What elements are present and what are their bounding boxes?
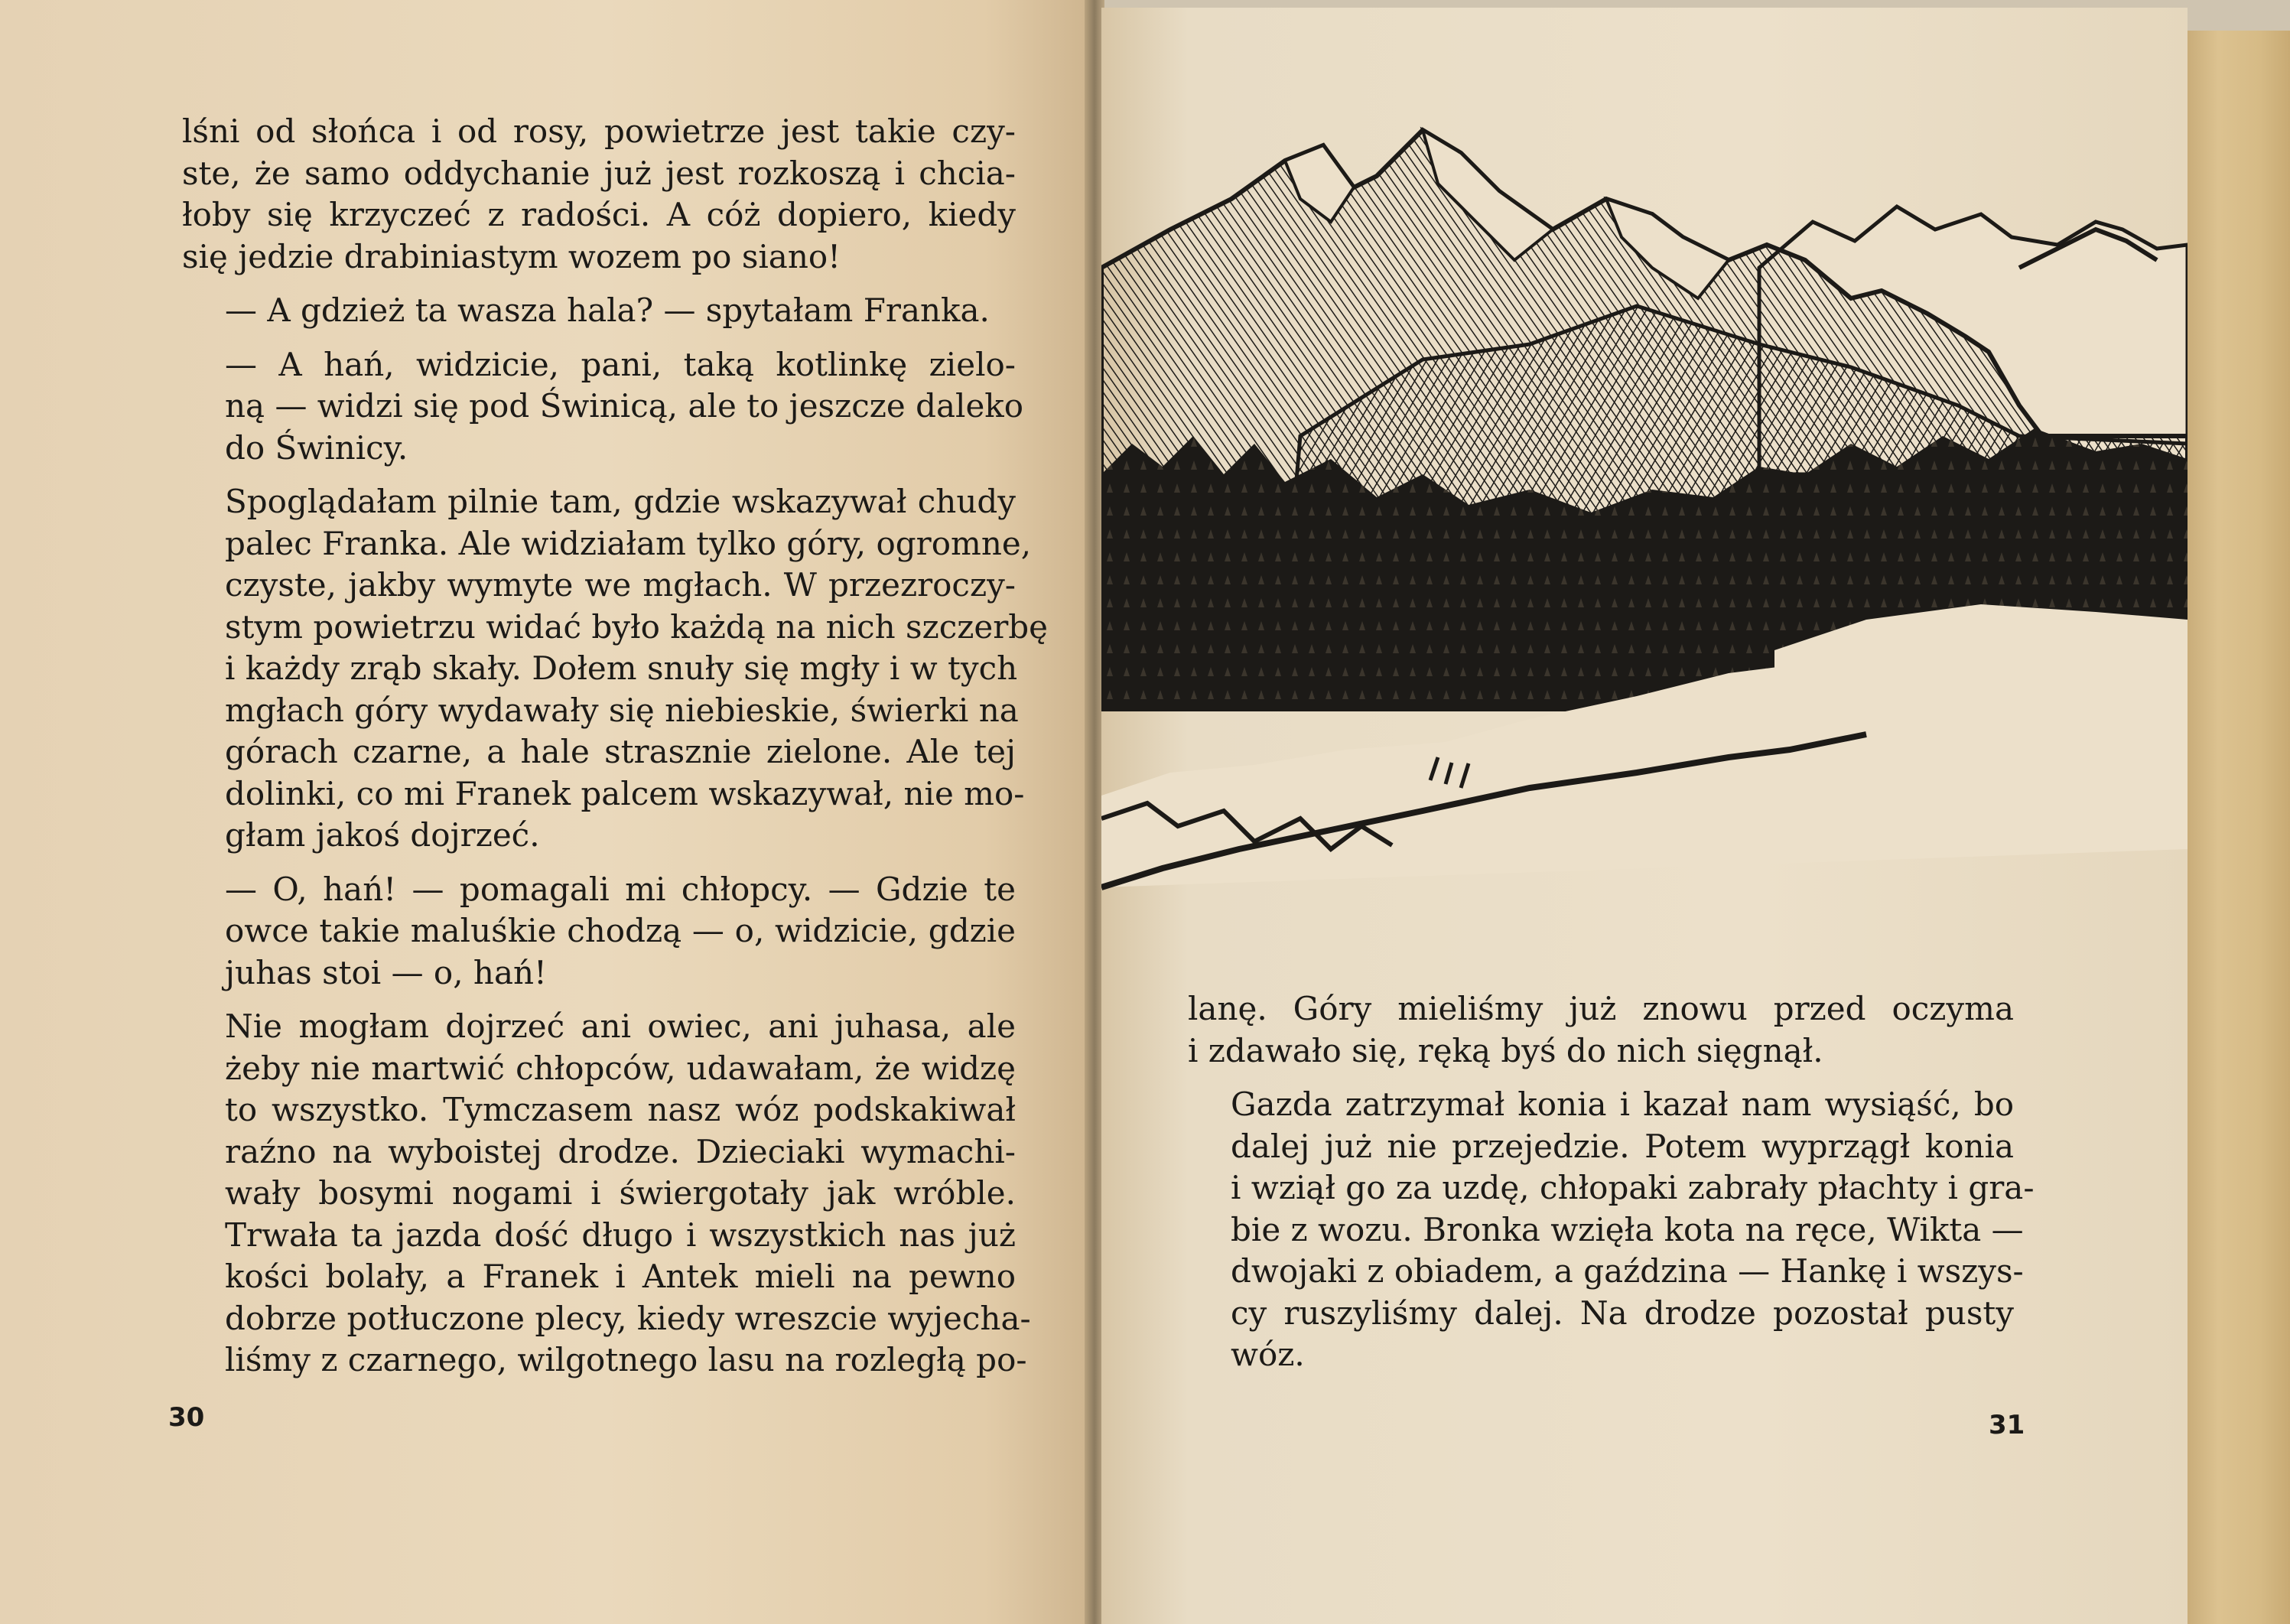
paragraph	[182, 869, 1016, 994]
paragraph	[182, 1006, 1031, 1382]
text-line: — A gdzież ta wasza hala? — spytałam Franka.	[225, 291, 990, 329]
right-page-text	[1188, 988, 2035, 1388]
text-line: Trwała ta jazda dość długo i wszystkich nas już	[225, 1216, 1016, 1254]
page-number-left: 30	[168, 1402, 205, 1433]
text-line: i każdy zrąb skały. Dołem snuły się mgły i w tych	[225, 649, 1018, 687]
text-line: owce takie maluśkie chodzą — o, widzicie, gdzie	[225, 912, 1016, 949]
text-line: Spoglądałam pilnie tam, gdzie wskazywał chudy	[225, 483, 1016, 520]
text-line: do Świnicy.	[225, 428, 408, 467]
text-line: dalej już nie przejedzie. Potem wyprzągł konia	[1231, 1127, 2014, 1165]
left-page-text	[182, 111, 1049, 1394]
text-line: bie z wozu. Bronka wzięła kota na ręce, Wikta —	[1231, 1210, 2024, 1248]
text-line: ste, że samo oddychanie już jest rozkoszą i chcia-	[182, 154, 1016, 192]
text-line: cy ruszyliśmy dalej. Na drodze pozostał pusty	[1231, 1294, 2014, 1332]
text-line: czyste, jakby wymyte we mgłach. W przezroczy-	[225, 566, 1016, 604]
page-number-right: 31	[1989, 1410, 2025, 1440]
text-line: się jedzie drabiniastym wozem po siano!	[182, 237, 841, 275]
text-line: wały bosymi nogami i świergotały jak wróble.	[225, 1174, 1016, 1212]
paragraph	[182, 344, 1024, 470]
text-line: wóz.	[1231, 1336, 1305, 1373]
text-line: głam jakoś dojrzeć.	[225, 816, 540, 854]
page-edges	[2188, 31, 2290, 1624]
paragraph	[1188, 988, 2014, 1072]
paragraph	[182, 111, 1016, 278]
text-line: lanę. Góry mieliśmy już znowu przed oczyma	[1188, 990, 2014, 1027]
text-line: Nie mogłam dojrzeć ani owiec, ani juhasa, ale	[225, 1007, 1016, 1045]
text-line: mgłach góry wydawały się niebieskie, świerki na	[225, 691, 1019, 729]
text-line: dobrze potłuczone plecy, kiedy wreszcie wyjecha-	[225, 1299, 1031, 1337]
text-line: — O, hań! — pomagali mi chłopcy. — Gdzie te	[225, 870, 1016, 908]
text-line: to wszystko. Tymczasem nasz wóz podskakiwał	[225, 1091, 1016, 1128]
text-line: dwojaki z obiadem, a gaździna — Hankę i wszys-	[1231, 1252, 2024, 1290]
paragraph	[182, 481, 1049, 857]
paragraph	[182, 290, 1016, 332]
paragraph	[1188, 1084, 2035, 1376]
text-line: ną — widzi się pod Świnicą, ale to jeszcze daleko	[225, 387, 1024, 425]
text-line: palec Franka. Ale widziałam tylko góry, ogromne,	[225, 524, 1032, 562]
text-line: i wziął go za uzdę, chłopaki zabrały płachty i gra-	[1231, 1169, 2035, 1206]
mountain-illustration	[1101, 115, 2188, 895]
text-line: raźno na wyboistej drodze. Dzieciaki wymachi-	[225, 1132, 1016, 1170]
text-line: liśmy z czarnego, wilgotnego lasu na rozległą po-	[225, 1341, 1027, 1378]
text-line: — A hań, widzicie, pani, taką kotlinkę zielo-	[225, 345, 1016, 383]
text-line: stym powietrzu widać było każdą na nich szczerbę	[225, 607, 1049, 646]
text-line: kości bolały, a Franek i Antek mieli na pewno	[225, 1258, 1016, 1295]
text-line: lśni od słońca i od rosy, powietrze jest takie czy-	[182, 112, 1016, 150]
text-line: juhas stoi — o, hań!	[225, 953, 547, 991]
text-line: żeby nie martwić chłopców, udawałam, że widzę	[225, 1049, 1016, 1087]
text-line: dolinki, co mi Franek palcem wskazywał, nie mo-	[225, 774, 1025, 812]
text-line: łoby się krzyczeć z radości. A cóż dopiero, kiedy	[182, 196, 1016, 233]
text-line: górach czarne, a hale strasznie zielone. Ale tej	[225, 733, 1016, 770]
text-line: i zdawało się, ręką byś do nich sięgnął.	[1188, 1031, 1823, 1069]
text-line: Gazda zatrzymał konia i kazał nam wysiąść, bo	[1231, 1085, 2014, 1123]
